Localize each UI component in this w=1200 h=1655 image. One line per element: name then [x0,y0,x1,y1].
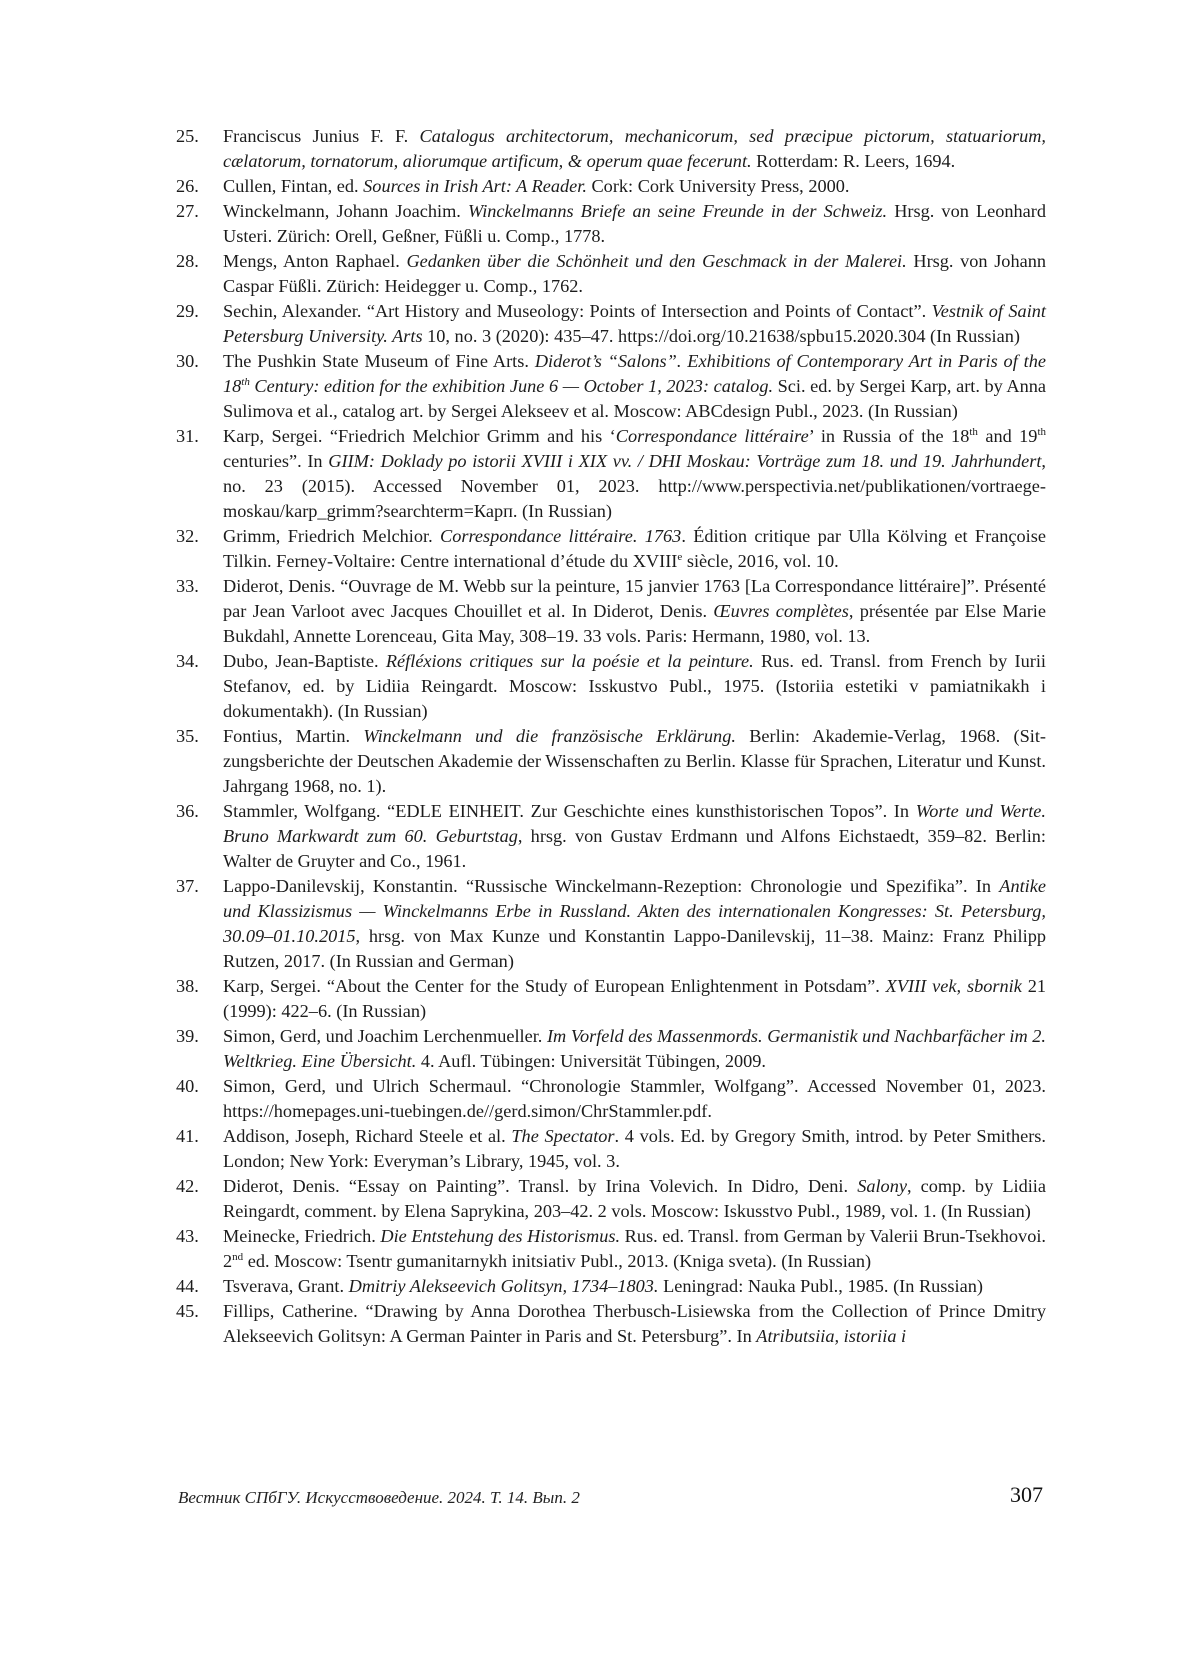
reference-item [176,299,1046,349]
reference-number: 36. [176,801,199,821]
reference-number: 31. [176,426,199,446]
reference-item [176,524,1046,574]
reference-number: 43. [176,1226,199,1246]
reference-number: 44. [176,1276,199,1296]
reference-number: 37. [176,876,199,896]
reference-item [176,1024,1046,1074]
reference-number: 41. [176,1126,199,1146]
reference-text: Stammler, Wolfgang. “EDLE EINHEIT. Zur Geschichte eines kunsthistorischen Topos”. In Worte und Werte. Bruno Markwardt zum 60. Geburtstag, hrsg. von Gustav Erdmann und Alfons Eichstaedt, 359–82. Berlin: Walter de Gruyter and Co., 1961. [223,801,1046,871]
reference-item [176,1274,1046,1299]
reference-text: Karp, Sergei. “Friedrich Melchior Grimm and his ‘Correspondance littéraire’ in Russia of the 18th and 19th centuries”. In GIIM: Doklady po istorii XVIII i XIX vv. / DHI Moskau: Vorträge zum 18. und 19. Jahrhundert, no. 23 (2015). Accessed November 01, 2023. http://www.perspectivia.net/publikationen/vortraege-moskau/karp_grimm?searchterm=Карп. (In Russian) [223,425,1046,521]
reference-number: 40. [176,1076,199,1096]
reference-item [176,199,1046,249]
reference-item [176,724,1046,799]
reference-item [176,1124,1046,1174]
reference-number: 34. [176,651,199,671]
reference-item [176,174,1046,199]
reference-item [176,874,1046,974]
reference-text: Grimm, Friedrich Melchior. Correspondance littéraire. 1763. Édition critique par Ulla Kölving et Françoise Tilkin. Ferney-Voltaire: Centre international d’étude du XVIIIe siècle, 2016, vol. 10. [223,526,1046,571]
reference-item [176,799,1046,874]
reference-text: Fontius, Martin. Winckelmann und die französische Erklärung. Berlin: Akademie-Verlag, 1968. (Sitzungsberichte der Deutschen Akademie der Wissenschaften zu Berlin. Klasse für Sprachen, Literatur und Kunst. Jahrgang 1968, no. 1). [223,726,1047,796]
reference-item [176,574,1046,649]
reference-text: Sechin, Alexander. “Art History and Museology: Points of Intersection and Points of Contact”. Vestnik of Saint Petersburg University. Arts 10, no. 3 (2020): 435–47. https://doi.org/10.21638/spbu15.2020.304 (In Russian) [223,301,1047,346]
reference-text: Karp, Sergei. “About the Center for the Study of European Enlightenment in Potsdam”. XVIII vek, sbornik 21 (1999): 422–6. (In Russian) [223,976,1047,1021]
reference-number: 28. [176,251,199,271]
reference-number: 39. [176,1026,199,1046]
reference-text: Dubo, Jean-Baptiste. Réfléxions critiques sur la poésie et la peinture. Rus. ed. Transl. from French by Iurii Stefanov, ed. by Lidiia Reingardt. Moscow: Isskustvo Publ., 1975. (Istoriia estetiki v pamiatnikakh i dokumentakh). (In Russian) [223,651,1046,721]
reference-text: Mengs, Anton Raphael. Gedanken über die Schönheit und den Geschmack in der Malerei. Hrsg. von Johann Caspar Füßli. Zürich: Heidegger u. Comp., 1762. [223,251,1046,296]
reference-text: Lappo-Danilevskij, Konstantin. “Russische Winckelmann-Rezeption: Chronologie und Spezifika”. In Antike und Klassizismus — Winckelmanns Erbe in Russland. Akten des internationalen Kongresses: St. Petersburg, 30.09–01.10.2015, hrsg. von Max Kunze und Konstantin Lappo-Danilevskij, 11–38. Mainz: Franz Philipp Rutzen, 2017. (In Russian and German) [223,876,1046,971]
reference-text: Franciscus Junius F. F. Catalogus architectorum, mechanicorum, sed præcipue pictorum, statuariorum, cælatorum, tornatorum, aliorumque artificum, & operum quae fecerunt. Rotterdam: R. Leers, 1694. [223,126,1047,171]
reference-number: 25. [176,126,199,146]
reference-item [176,1074,1046,1124]
reference-number: 32. [176,526,199,546]
reference-text: Fillips, Catherine. “Drawing by Anna Dorothea Therbusch-Lisiewska from the Collection of Prince Dmitry Alekseevich Golitsyn: A German Painter in Paris and St. Petersburg”. In Atributsiia, istoriia i [223,1301,1046,1346]
reference-item [176,1174,1046,1224]
reference-item [176,124,1046,174]
page-number: 307 [1010,1482,1043,1507]
reference-number: 30. [176,351,199,371]
reference-text: Addison, Joseph, Richard Steele et al. The Spectator. 4 vols. Ed. by Gregory Smith, introd. by Peter Smithers. London; New York: Everyman’s Library, 1945, vol. 3. [223,1126,1046,1171]
reference-text: Simon, Gerd, und Ulrich Schermaul. “Chronologie Stammler, Wolfgang”. Accessed November 01, 2023. https://homepages.uni-tuebingen.de//gerd.simon/ChrStammler.pdf. [223,1076,1046,1121]
running-footer-journal: Вестник СПбГУ. Искусствоведение. 2024. Т. 14. Вып. 2 [178,1488,580,1507]
reference-text: Diderot, Denis. “Essay on Painting”. Transl. by Irina Volevich. In Didro, Deni. Salony, comp. by Lidiia Reingardt, comment. by Elena Saprykina, 203–42. 2 vols. Moscow: Iskusstvo Publ., 1989, vol. 1. (In Russian) [223,1176,1046,1221]
reference-text: Winckelmann, Johann Joachim. Winckelmanns Briefe an seine Freunde in der Schweiz. Hrsg. von Leonhard Usteri. Zürich: Orell, Geßner, Füßli u. Comp., 1778. [223,201,1046,246]
reference-number: 26. [176,176,199,196]
reference-item [176,649,1046,724]
reference-number: 38. [176,976,199,996]
reference-number: 33. [176,576,199,596]
reference-item [176,974,1046,1024]
reference-number: 35. [176,726,199,746]
reference-number: 42. [176,1176,199,1196]
reference-number: 45. [176,1301,199,1321]
reference-text: The Pushkin State Museum of Fine Arts. Diderot’s “Salons”. Exhibitions of Contemporary Art in Paris of the 18th Century: edition for the exhibition June 6 — October 1, 2023: catalog. Sci. ed. by Sergei Karp, art. by Anna Sulimova et al., catalog art. by Sergei Alekseev et al. Moscow: ABCdesign Publ., 2023. (In Russian) [223,351,1046,421]
reference-item [176,1299,1046,1349]
reference-number: 27. [176,201,199,221]
reference-item [176,424,1046,524]
reference-item [176,1224,1046,1274]
reference-text: Diderot, Denis. “Ouvrage de M. Webb sur la peinture, 15 janvier 1763 [La Correspondance littéraire]”. Présenté par Jean Varloot avec Jacques Chouillet et al. In Diderot, Denis. Œuvres complètes, présentée par Else Marie Bukdahl, Annette Lorenceau, Gita May, 308–19. 33 vols. Paris: Hermann, 1980, vol. 13. [223,576,1046,646]
reference-item [176,249,1046,299]
reference-number: 29. [176,301,199,321]
reference-text: Simon, Gerd, und Joachim Lerchenmueller. Im Vorfeld des Massenmords. Germanistik und Nachbarfächer im 2. Weltkrieg. Eine Übersicht. 4. Aufl. Tübingen: Universität Tübingen, 2009. [223,1026,1046,1071]
reference-text: Meinecke, Friedrich. Die Entstehung des Historismus. Rus. ed. Transl. from German by Valerii Brun-Tsekhovoi. 2nd ed. Moscow: Tsentr gumanitarnykh initsiativ Publ., 2013. (Kniga sveta). (In Russian) [223,1226,1046,1271]
reference-item [176,349,1046,424]
reference-text: Tsverava, Grant. Dmitriy Alekseevich Golitsyn, 1734–1803. Leningrad: Nauka Publ., 1985. (In Russian) [223,1276,983,1296]
reference-text: Cullen, Fintan, ed. Sources in Irish Art: A Reader. Cork: Cork University Press, 2000. [223,176,850,196]
reference-list [176,124,1046,1349]
